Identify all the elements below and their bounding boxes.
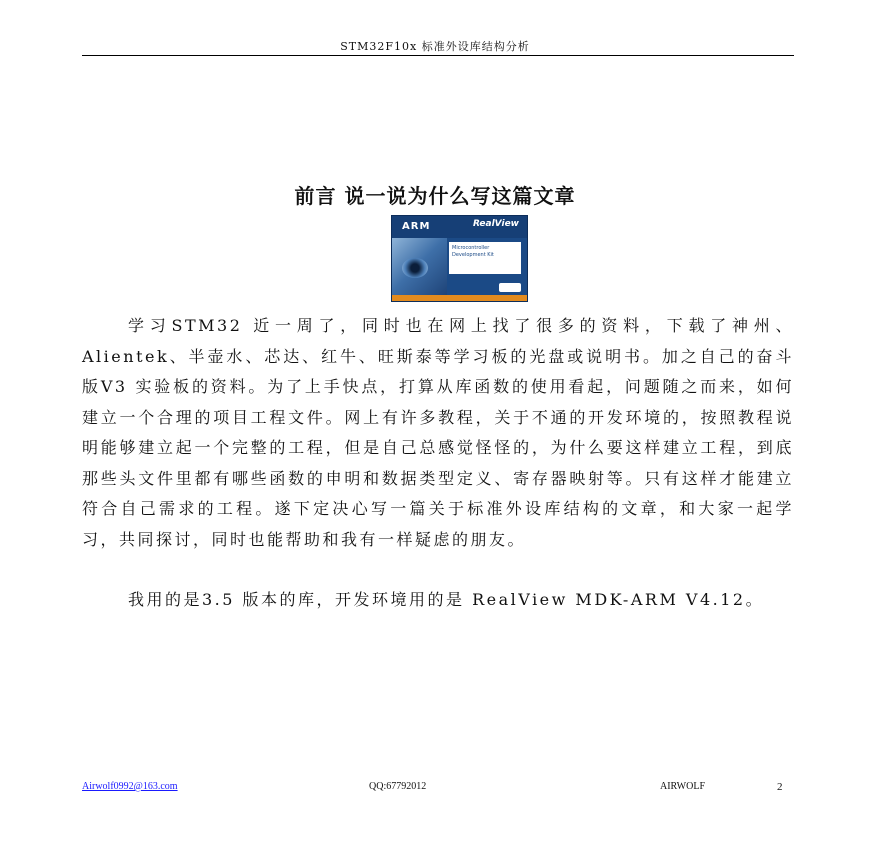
header-divider xyxy=(82,55,794,56)
product-box-banner xyxy=(392,216,527,238)
footer-qq: QQ:67792012 xyxy=(369,781,427,792)
arm-logo: ARM xyxy=(402,221,431,232)
header-title: STM32F10x 标准外设库结构分析 xyxy=(340,40,530,53)
eye-iris xyxy=(402,258,428,278)
eye-graphic xyxy=(392,238,447,301)
body-paragraph: 学习STM32 近一周了，同时也在网上找了很多的资料，下载了神州、Alientek、半壶水、芯达、红牛、旺斯泰等学习板的光盘或说明书。加之自己的奋斗版V3 实验板的资料。为了上手快点，打算从库函数的使用看起，问题随之而来，如何建立一个合理的项目工程文件。网上有许多教程，关于不通的开发环境的，按照教程说明能够建立起一个完整的工程，但是自己总感觉怪怪的，为什么要这样建立工程，到底那些头文件里都有哪些函数的申明和数据类型定义、寄存器映射等。只有这样才能建立符合自己需求的工程。遂下定决心写一篇关于标准外设库结构的文章，和大家一起学习，共同探讨，同时也能帮助和我有一样疑虑的朋友。 xyxy=(82,316,794,549)
footer-email-link[interactable]: Airwolf0992@163.com xyxy=(82,781,178,792)
body-paragraph: 我用的是3.5 版本的库，开发环境用的是 RealView MDK-ARM V4.12。 xyxy=(128,590,765,609)
page-title: 前言 说一说为什么写这篇文章 xyxy=(294,184,576,208)
publisher-logo xyxy=(499,283,521,292)
product-box-stripe xyxy=(392,295,527,301)
page-number: 2 xyxy=(777,781,783,793)
footer-author: AIRWOLF xyxy=(660,781,705,792)
product-box-label: Microcontroller Development Kit xyxy=(449,242,521,274)
product-box-image xyxy=(391,215,528,302)
realview-logo: RealView xyxy=(472,219,519,229)
